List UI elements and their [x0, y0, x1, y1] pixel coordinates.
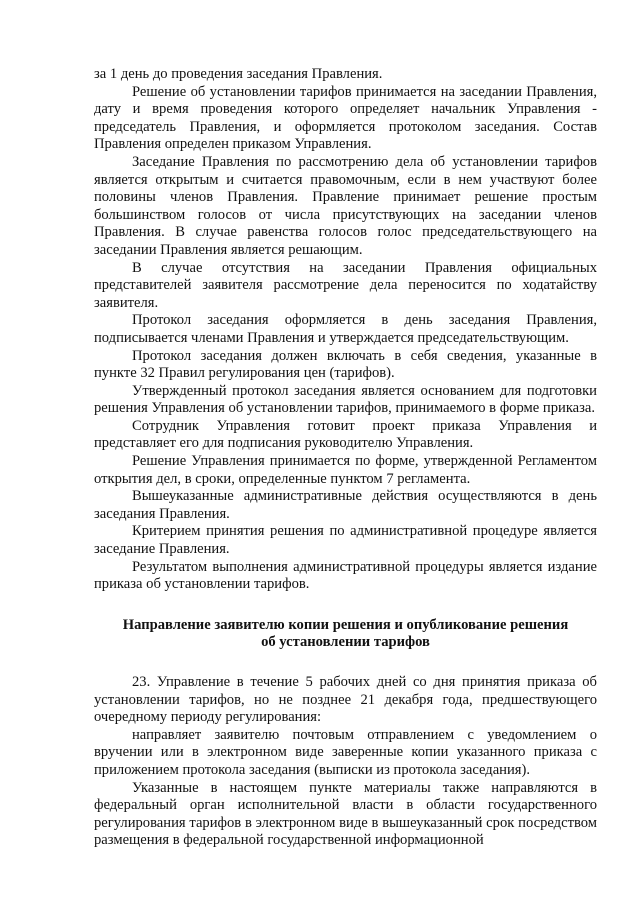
section-heading: [94, 617, 597, 652]
paragraph-absence: В случае отсутствия на заседании Правления официальных представителей заявителя рассмотрение дела переносится по ходатайству заявителя.: [94, 259, 597, 311]
paragraph-continuation: за 1 день до проведения заседания Правления.: [94, 66, 383, 82]
paragraph-protocol-signing: Протокол заседания оформляется в день заседания Правления, подписывается членами Правления и утверждается председательствующим.: [94, 312, 597, 346]
paragraph-decision-form: Решение Управления принимается по форме, утвержденной Регламентом открытия дел, в сроки, определенные пунктом 7 регламента.: [94, 453, 597, 487]
paragraph-admin-actions: Вышеуказанные административные действия осуществляются в день заседания Правления.: [94, 488, 597, 522]
section-heading-line1: Направление заявителю копии решения и опубликование решения: [122, 616, 569, 633]
paragraph-protocol-content: Протокол заседания должен включать в себя сведения, указанные в пункте 32 Правил регулирования цен (тарифов).: [94, 347, 597, 382]
section-heading-line2: об установлении тарифов: [261, 634, 430, 651]
paragraph-criterion: Критерием принятия решения по административной процедуре является заседание Правления.: [94, 523, 597, 558]
paragraph-meeting-open: Заседание Правления по рассмотрению дела об установлении тарифов является открытым и считается правомочным, если в нем участвуют более половины членов Правления. Правление принимает решение простым большинством голосов от числа присутствующих на заседании членов Правления. В случае равенства голосов голос председательствующего на заседании Правления является решающим.: [94, 153, 597, 258]
paragraph-tariff-decision: Решение об установлении тарифов принимается на заседании Правления, дату и время проведения которого определяет начальник Управления - председатель Правления, и оформляется протоколом заседания. Состав Правления определен приказом Управления.: [94, 83, 597, 153]
paragraph-federal-body: Указанные в настоящем пункте материалы также направляются в федеральный орган исполнительной власти в области государственного регулирования тарифов в электронном виде в вышеуказанный срок посредством размещения в федеральной государственной информационной: [94, 779, 597, 849]
document-page: [94, 66, 597, 850]
paragraph-approved-protocol: Утвержденный протокол заседания является основанием для подготовки решения Управления об установлении тарифов, принимаемого в форме приказа.: [94, 382, 597, 417]
paragraph-result: Результатом выполнения административной процедуры является издание приказа об установлении тарифов.: [94, 558, 597, 593]
paragraph-item-23: 23. Управление в течение 5 рабочих дней со дня принятия приказа об установлении тарифов, но не позднее 21 декабря года, предшествующего очередному периоду регулирования:: [94, 674, 597, 726]
paragraph-draft-order: Сотрудник Управления готовит проект приказа Управления и представляет его для подписания руководителю Управления.: [94, 417, 597, 452]
paragraph-sends-copies: направляет заявителю почтовым отправлением с уведомлением о вручении или в электронном виде заверенные копии указанного приказа с приложением протокола заседания (выписки из протокола заседания).: [94, 726, 597, 778]
